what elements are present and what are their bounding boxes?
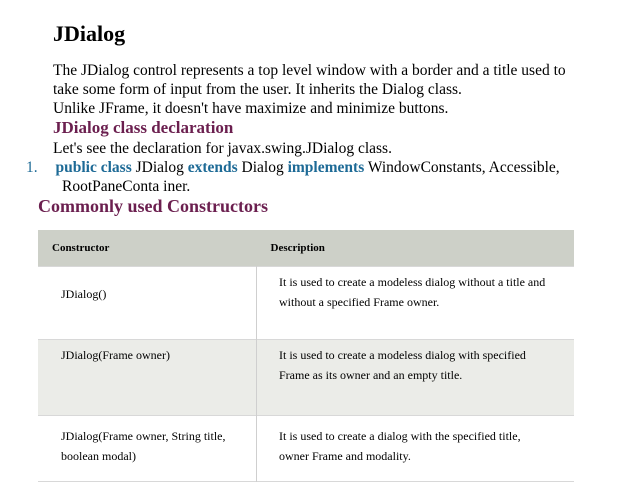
constructors-heading: Commonly used Constructors [38,196,269,216]
declaration-list-item [26,158,560,177]
description-line: Frame as its owner and an empty title. [279,368,463,382]
constructor-text: boolean modal) [61,449,136,463]
table-row [38,340,574,416]
description-line: without a specified Frame owner. [279,295,440,309]
constructor-text: JDialog() [61,287,107,301]
constructor-cell [38,340,257,416]
intro-line-1: The JDialog control represents a top level window with a border and a title used to [53,62,566,79]
declaration-continuation: RootPaneConta iner. [62,178,191,195]
class-name: JDialog [131,159,188,176]
table-header-row [38,230,574,267]
constructor-cell [38,267,257,340]
intro-line-2: take some form of input from the user. It inherits the Dialog class. [53,81,462,98]
constructor-text: JDialog(Frame owner, String title, [61,429,226,443]
description-line: It is used to create a dialog with the specified title, [279,429,521,443]
description-cell [257,340,575,416]
keyword-extends: extends [187,159,238,176]
description-line: owner Frame and modality. [279,449,411,463]
constructors-table [38,230,574,482]
column-header-description: Description [257,230,575,267]
list-number: 1. [26,159,38,176]
table-row [38,416,574,482]
description-line: It is used to create a modeless dialog without a title and [279,275,546,289]
description-line: It is used to create a modeless dialog with specified [279,348,526,362]
table-row [38,267,574,340]
constructor-cell [38,416,257,482]
description-cell [257,416,575,482]
column-header-constructor: Constructor [38,230,257,267]
intro-line-3: Unlike JFrame, it doesn't have maximize and minimize buttons. [53,100,449,117]
keyword-public-class: public class [55,159,132,176]
page-title: JDialog [53,21,126,46]
constructor-text: JDialog(Frame owner) [61,348,170,362]
parent-class: Dialog [237,159,288,176]
interfaces: WindowConstants, Accessible, [364,159,560,176]
class-declaration-text: Let's see the declaration for javax.swing.JDialog class. [53,140,392,157]
description-cell [257,267,575,340]
keyword-implements: implements [287,159,365,176]
class-declaration-heading: JDialog class declaration [53,118,234,137]
